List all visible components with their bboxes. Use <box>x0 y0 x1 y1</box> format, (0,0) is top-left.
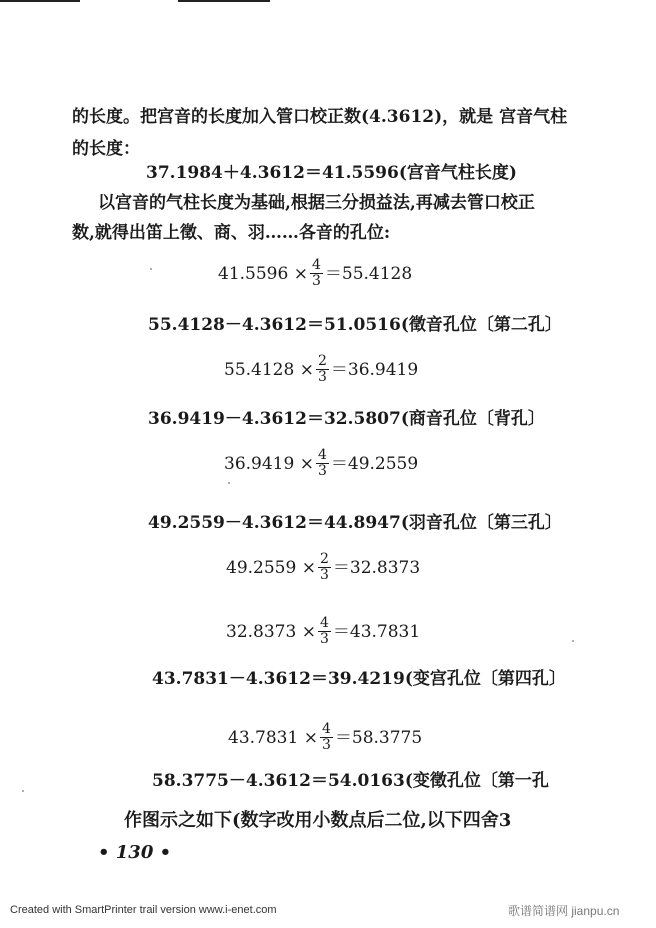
fraction-numerator: 4 <box>311 257 321 273</box>
equation-gong-air-column: 37.1984＋4.3612＝41.5596(宫音气柱长度) <box>146 163 517 183</box>
fraction <box>316 448 329 479</box>
paragraph-2-line-1: 以宫音的气柱长度为基础,根据三分损益法,再减去管口校正 <box>98 193 535 213</box>
fraction-denominator: 3 <box>317 369 327 385</box>
calculation-5 <box>226 616 420 647</box>
calc-2-right: ＝36.9419 <box>330 359 419 380</box>
fraction-denominator: 3 <box>317 463 327 479</box>
watermark-logo: 歌谱简谱网 jianpu.cn <box>508 904 620 918</box>
fraction <box>316 354 329 385</box>
calc-1-right: ＝55.4128 <box>324 263 413 284</box>
subtraction-shang: 36.9419－4.3612＝32.5807(商音孔位〔背孔〕 <box>148 409 545 429</box>
calc-1-left: 41.5596 × <box>218 263 308 284</box>
calculation-1 <box>218 258 412 289</box>
calc-4-left: 49.2559 × <box>226 557 316 578</box>
calculation-3 <box>224 448 418 479</box>
fraction <box>320 722 333 753</box>
fraction-denominator: 3 <box>319 631 329 647</box>
calculation-6 <box>228 722 422 753</box>
calc-6-left: 43.7831 × <box>228 727 318 748</box>
fraction-denominator: 3 <box>319 567 329 583</box>
scan-speck <box>22 790 24 792</box>
subtraction-bianzhi: 58.3775－4.3612＝54.0163(变徵孔位〔第一孔 <box>152 771 549 791</box>
calc-5-left: 32.8373 × <box>226 621 316 642</box>
scan-speck <box>572 640 574 642</box>
fraction-numerator: 4 <box>319 615 329 631</box>
calculation-2 <box>224 354 418 385</box>
paragraph-2-line-2: 数,就得出笛上徵、商、羽……各音的孔位: <box>72 223 391 243</box>
calc-5-right: ＝43.7831 <box>332 621 421 642</box>
paragraph-1-line-1: 的长度。把宫音的长度加入管口校正数(4.3612)，就是 宫音气柱 <box>72 107 568 127</box>
calc-4-right: ＝32.8373 <box>332 557 421 578</box>
fraction <box>318 552 331 583</box>
page-number: • 130 • <box>98 842 172 863</box>
fraction <box>318 616 331 647</box>
paragraph-1-line-2: 的长度： <box>72 139 140 159</box>
fraction-numerator: 4 <box>321 721 331 737</box>
scan-speck <box>150 268 152 270</box>
calc-3-right: ＝49.2559 <box>330 453 419 474</box>
calc-6-right: ＝58.3775 <box>334 727 423 748</box>
fraction-denominator: 3 <box>321 737 331 753</box>
calculation-4 <box>226 552 420 583</box>
calc-3-left: 36.9419 × <box>224 453 314 474</box>
fraction-numerator: 4 <box>317 447 327 463</box>
top-rule-left <box>0 0 80 2</box>
fraction-numerator: 2 <box>319 551 329 567</box>
scan-speck <box>228 482 230 484</box>
top-rule-right <box>178 0 270 2</box>
subtraction-yu: 49.2559－4.3612＝44.8947(羽音孔位〔第三孔〕 <box>148 513 562 533</box>
fraction <box>310 258 323 289</box>
fraction-denominator: 3 <box>311 273 321 289</box>
subtraction-zhi: 55.4128－4.3612＝51.0516(徵音孔位〔第二孔〕 <box>148 315 562 335</box>
calc-2-left: 55.4128 × <box>224 359 314 380</box>
creator-footer: Created with SmartPrinter trail version www.i-enet.com <box>10 904 277 916</box>
closing-sentence: 作图示之如下(数字改用小数点后二位,以下四舍3 <box>124 810 512 831</box>
fraction-numerator: 2 <box>317 353 327 369</box>
subtraction-biangong: 43.7831－4.3612＝39.4219(变宫孔位〔第四孔〕 <box>152 669 566 689</box>
